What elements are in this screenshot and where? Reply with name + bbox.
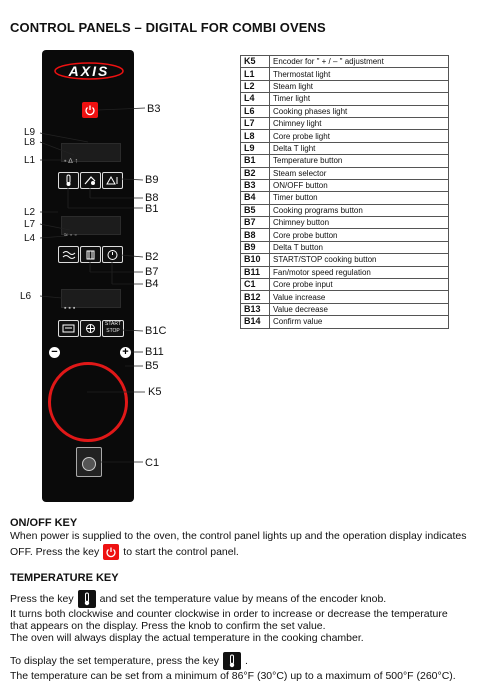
label-l2: L2 (24, 207, 36, 218)
thermometer-key-icon (78, 590, 96, 608)
legend-description: Value increase (270, 291, 449, 303)
legend-row (241, 266, 449, 278)
legend-code: B4 (241, 192, 270, 204)
label-l6: L6 (20, 291, 32, 302)
legend-description: Steam light (270, 80, 449, 92)
label-l4: L4 (24, 233, 36, 244)
legend-description: Delta T light (270, 142, 449, 154)
legend-description: Fan/motor speed regulation (270, 266, 449, 278)
legend-code: B9 (241, 241, 270, 253)
legend-description: START/STOP cooking button (270, 254, 449, 266)
legend-code: L9 (241, 142, 270, 154)
legend-code: B2 (241, 167, 270, 179)
legend-row (241, 105, 449, 117)
label-b1: B1 (145, 203, 159, 215)
start-stop-button[interactable]: START STOP (102, 320, 124, 337)
legend-row (241, 117, 449, 129)
temperature-text-2: It turns both clockwise and counter clockwise in order to increase or decrease the temperature (10, 608, 448, 620)
indicator-lights-top: • ∆ ↑ (64, 158, 79, 165)
legend-description: Value decrease (270, 303, 449, 315)
legend-description: Cooking programs button (270, 204, 449, 216)
legend-description: Timer button (270, 192, 449, 204)
label-b3: B3 (147, 103, 161, 115)
legend-description: Cooking phases light (270, 105, 449, 117)
legend-description: Encoder for " + / – " adjustment (270, 56, 449, 68)
page-title: CONTROL PANELS – DIGITAL FOR COMBI OVENS (10, 20, 326, 35)
thermometer-key-icon-2 (223, 652, 241, 670)
label-l7: L7 (24, 219, 36, 230)
axis-logo: AXIS (52, 61, 126, 81)
legend-code: B13 (241, 303, 270, 315)
legend-code: L4 (241, 93, 270, 105)
label-b10: B1C (145, 325, 167, 337)
legend-code: B7 (241, 217, 270, 229)
legend-code: B5 (241, 204, 270, 216)
label-b8: B8 (145, 192, 159, 204)
legend-code: L7 (241, 117, 270, 129)
legend-row (241, 291, 449, 303)
legend-code: L1 (241, 68, 270, 80)
temperature-text-3: that appears on the display. Press the knob to confirm the set value. (10, 620, 326, 632)
legend-description: Chimney button (270, 217, 449, 229)
legend-code: B3 (241, 179, 270, 191)
legend-description: Delta T button (270, 241, 449, 253)
legend-code: B14 (241, 316, 270, 328)
legend-code: B12 (241, 291, 270, 303)
onoff-text-2: OFF. Press the key to start the control panel. (10, 544, 239, 560)
legend-row (241, 68, 449, 80)
label-k5: K5 (148, 386, 162, 398)
label-b9: B9 (145, 174, 159, 186)
legend-row (241, 93, 449, 105)
temperature-heading: TEMPERATURE KEY (10, 572, 119, 584)
legend-description: Thermostat light (270, 68, 449, 80)
legend-code: B10 (241, 254, 270, 266)
legend-description: Core probe light (270, 130, 449, 142)
temperature-text-1: Press the key and set the temperature value by means of the encoder knob. (10, 590, 386, 608)
legend-code: L6 (241, 105, 270, 117)
legend-description: Confirm value (270, 316, 449, 328)
value-increase-button[interactable]: + (120, 347, 131, 358)
legend-description: Chimney light (270, 117, 449, 129)
legend-description: ON/OFF button (270, 179, 449, 191)
legend-row (241, 56, 449, 68)
label-b11: B11 (145, 346, 164, 358)
legend-row (241, 279, 449, 291)
temperature-text-4: The oven will always display the actual temperature in the cooking chamber. (10, 632, 364, 644)
label-b5: B5 (145, 360, 159, 372)
legend-row (241, 254, 449, 266)
legend-code: C1 (241, 279, 270, 291)
label-l1: L1 (24, 155, 36, 166)
legend-code: K5 (241, 56, 270, 68)
legend-row (241, 229, 449, 241)
legend-table (240, 55, 449, 329)
onoff-text-1: When power is supplied to the oven, the control panel lights up and the operation display indicates (10, 530, 467, 542)
legend-row (241, 204, 449, 216)
temperature-text-6: The temperature can be set from a minimum of 86°F (30°C) up to a maximum of 500°F (260°C). (10, 670, 456, 682)
legend-code: B11 (241, 266, 270, 278)
legend-row (241, 179, 449, 191)
legend-code: B8 (241, 229, 270, 241)
value-decrease-button[interactable]: − (49, 347, 60, 358)
power-key-icon (103, 544, 119, 560)
legend-description: Core probe input (270, 279, 449, 291)
legend-row (241, 155, 449, 167)
legend-description: Timer light (270, 93, 449, 105)
legend-description: Core probe button (270, 229, 449, 241)
label-b2: B2 (145, 251, 159, 263)
legend-description: Steam selector (270, 167, 449, 179)
legend-code: B1 (241, 155, 270, 167)
indicator-lights-middle: ≈ ◦ ◦ (64, 232, 77, 239)
legend-row (241, 217, 449, 229)
legend-row (241, 130, 449, 142)
legend-row (241, 80, 449, 92)
legend-row (241, 303, 449, 315)
label-b7: B7 (145, 266, 159, 278)
onoff-heading: ON/OFF KEY (10, 517, 78, 529)
label-l8: L8 (24, 137, 36, 148)
label-l9: L9 (24, 127, 36, 138)
label-c1: C1 (145, 457, 160, 469)
legend-code: L8 (241, 130, 270, 142)
legend-description: Temperature button (270, 155, 449, 167)
legend-code: L2 (241, 80, 270, 92)
legend-row (241, 142, 449, 154)
indicator-lights-bottom: ▪ ▪ ▪ (64, 305, 76, 312)
legend-row (241, 316, 449, 328)
label-b4: B4 (145, 278, 159, 290)
temperature-text-5: To display the set temperature, press the key . (10, 652, 248, 670)
legend-row (241, 192, 449, 204)
legend-row (241, 167, 449, 179)
legend-row (241, 241, 449, 253)
